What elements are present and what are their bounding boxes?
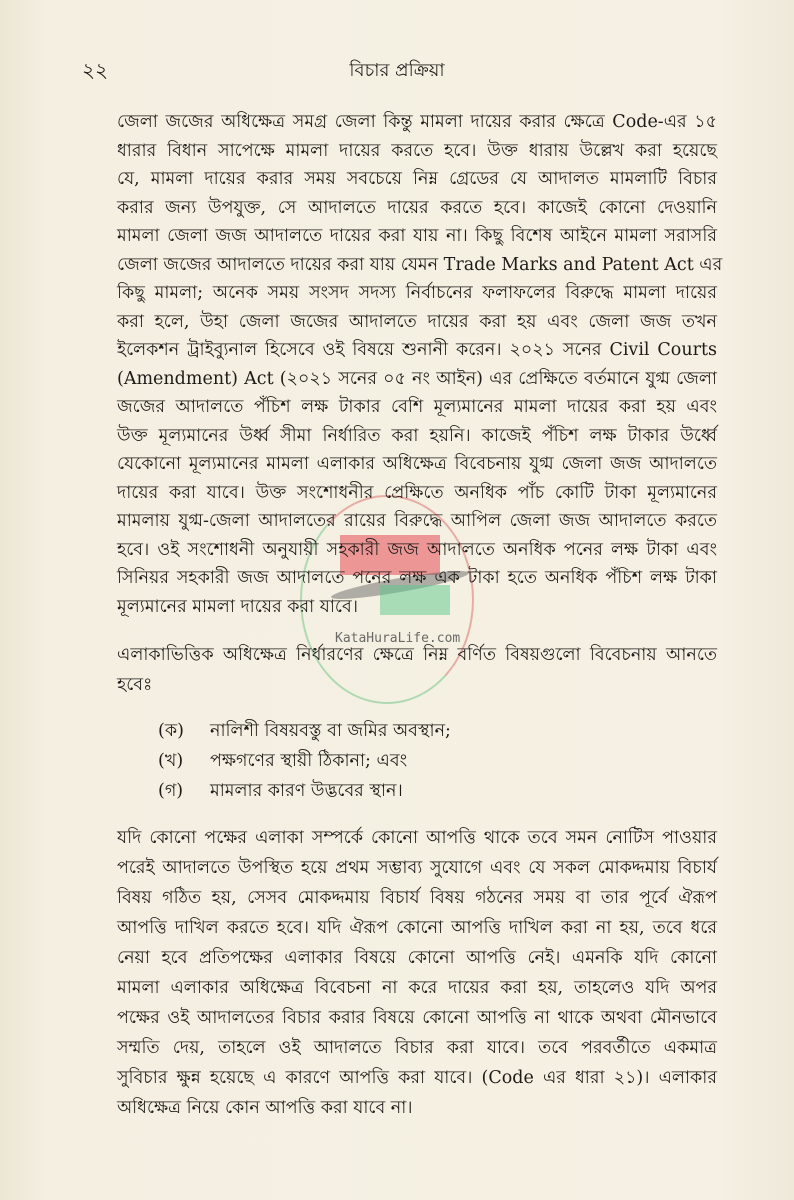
text-line: জেলা জজের অধিক্ষেত্র সমগ্র জেলা কিন্তু মামলা দায়ের করার ক্ষেত্রে Code-এর ১৫ — [117, 112, 717, 132]
text-line: দায়ের করা যাবে। উক্ত সংশোধনীর প্রেক্ষিতে অনধিক পাঁচ কোটি টাকা মূল্যমানের — [117, 482, 717, 503]
paragraph-3 — [117, 823, 717, 1123]
text-line: আপত্তি দাখিল করতে হবে। যদি ঐরূপ কোনো আপত্তি দাখিল করা না হয়, তবে ধরে — [117, 918, 717, 938]
text-line: পক্ষের ওই আদালতের বিচার করার বিষয়ে কোনো আপত্তি না থাকে অথবা মৌনভাবে — [117, 1008, 717, 1028]
text-line: সিনিয়র সহকারী জজ আদালতে পনের লক্ষ এক টাকা হতে অনধিক পঁচিশ লক্ষ টাকা — [117, 568, 717, 588]
text-line: নেয়া হবে প্রতিপক্ষের এলাকার বিষয়ে কোনো আপত্তি নেই। এমনকি যদি কোনো — [117, 948, 717, 968]
list-item-label: (ক) — [158, 721, 184, 741]
text-line: জজের আদালতে পঁচিশ লক্ষ টাকার বেশি মূল্যমানের মামলা দায়ের করা হয় এবং — [117, 397, 717, 417]
factor-list — [158, 716, 451, 806]
list-item-label: (খ) — [158, 751, 184, 771]
text-line: এলাকাভিত্তিক অধিক্ষেত্র নির্ধারণের ক্ষেত্রে নিম্ন বর্ণিত বিষয়গুলো বিবেচনায় আনতে — [117, 645, 717, 665]
text-line: মূল্যমানের মামলা দায়ের করা যাবে। — [117, 596, 358, 617]
text-line: মামলা জেলা জজ আদালতে দায়ের করা যায় না। কিছু বিশেষ আইনে মামলা সরাসরি — [117, 226, 717, 246]
text-line: করা হলে, উহা জেলা জজের আদালতে দায়ের করা হয় এবং জেলা জজ তখন — [117, 311, 717, 332]
text-line: হবেঃ — [117, 675, 153, 695]
text-line: অধিক্ষেত্র নিয়ে কোন আপত্তি করা যাবে না। — [117, 1098, 413, 1118]
text-line: করার জন্য উপযুক্ত, সে আদালতে দায়ের করতে হবে। কাজেই কোনো দেওয়ানি — [117, 197, 717, 218]
text-line: সুবিচার ক্ষুন্ন হয়েছে এ কারণে আপত্তি করা যাবে। (Code এর ধারা ২১)। এলাকার — [117, 1068, 717, 1088]
paragraph-1 — [117, 108, 723, 621]
text-line: যেকোনো মূল্যমানের মামলা এলাকার অধিক্ষেত্র বিবেচনায় যুগ্ম জেলা জজ আদালতে — [117, 454, 717, 474]
list-item-text: নালিশী বিষয়বস্তু বা জমির অবস্থান; — [210, 721, 451, 741]
list-item-label: (গ) — [158, 781, 184, 801]
text-line: হবে। ওই সংশোধনী অনুযায়ী সহকারী জজ আদালতে অনধিক পনের লক্ষ টাকা এবং — [117, 539, 717, 560]
text-line: ইলেকশন ট্রাইব্যুনাল হিসেবে ওই বিষয়ে শুনানী করেন। ২০২১ সনের Civil Courts — [117, 340, 717, 360]
text-line: জেলা জজের আদালতে দায়ের করা যায় যেমন Trade Marks and Patent Act এর — [117, 254, 723, 275]
watermark-text: KataHuraLife.com — [335, 631, 461, 646]
text-line: ধারার বিধান সাপেক্ষে মামলা দায়ের করতে হবে। উক্ত ধারায় উল্লেখ করা হয়েছে — [117, 140, 717, 161]
list-item — [158, 776, 451, 806]
text-line: সম্মতি দেয়, তাহলে ওই আদালতে বিচার করা যাবে। তবে পরবর্তীতে একমাত্র — [117, 1038, 717, 1058]
list-item — [158, 716, 451, 746]
list-item-text: মামলার কারণ উদ্ভবের স্থান। — [210, 781, 403, 801]
list-item — [158, 746, 451, 776]
list-item-text: পক্ষগণের স্থায়ী ঠিকানা; এবং — [210, 751, 408, 771]
running-title: বিচার প্রক্রিয়া — [349, 60, 445, 81]
text-line: বিষয় গঠিত হয়, সেসব মোকদ্দমায় বিচার্য বিষয় গঠনের সময় বা তার পূর্বে ঐরূপ — [117, 888, 717, 908]
text-line: মামলা এলাকার অধিক্ষেত্র বিবেচনা না করে দায়ের করা হয়, তাহলেও যদি অপর — [117, 978, 717, 998]
text-line: উক্ত মূল্যমানের উর্ধ্ব সীমা নির্ধারিত করা হয়নি। কাজেই পঁচিশ লক্ষ টাকার উর্ধ্বে — [117, 425, 717, 446]
text-line: (Amendment) Act (২০২১ সনের ০৫ নং আইন) এর প্রেক্ষিতে বর্তমানে যুগ্ম জেলা — [117, 368, 717, 389]
text-line: যদি কোনো পক্ষের এলাকা সম্পর্কে কোনো আপত্তি থাকে তবে সমন নোটিস পাওয়ার — [117, 828, 717, 848]
page-number: ২২ — [82, 58, 109, 82]
text-line: কিছু মামলা; অনেক সময় সংসদ সদস্য নির্বাচনের ফলাফলের বিরুদ্ধে মামলা দায়ের — [117, 283, 717, 303]
text-line: যে, মামলা দায়ের করার সময় সবচেয়ে নিম্ন গ্রেডের যে আদালত মামলাটি বিচার — [117, 169, 717, 189]
text-line: পরেই আদালতে উপস্থিত হয়ে প্রথম সম্ভাব্য সুযোগে এবং যে সকল মোকদ্দমায় বিচার্য — [117, 858, 717, 878]
paragraph-2 — [117, 640, 717, 700]
text-line: মামলায় যুগ্ম-জেলা আদালতের রায়ের বিরুদ্ধে আপিল জেলা জজ আদালতে করতে — [117, 511, 717, 531]
